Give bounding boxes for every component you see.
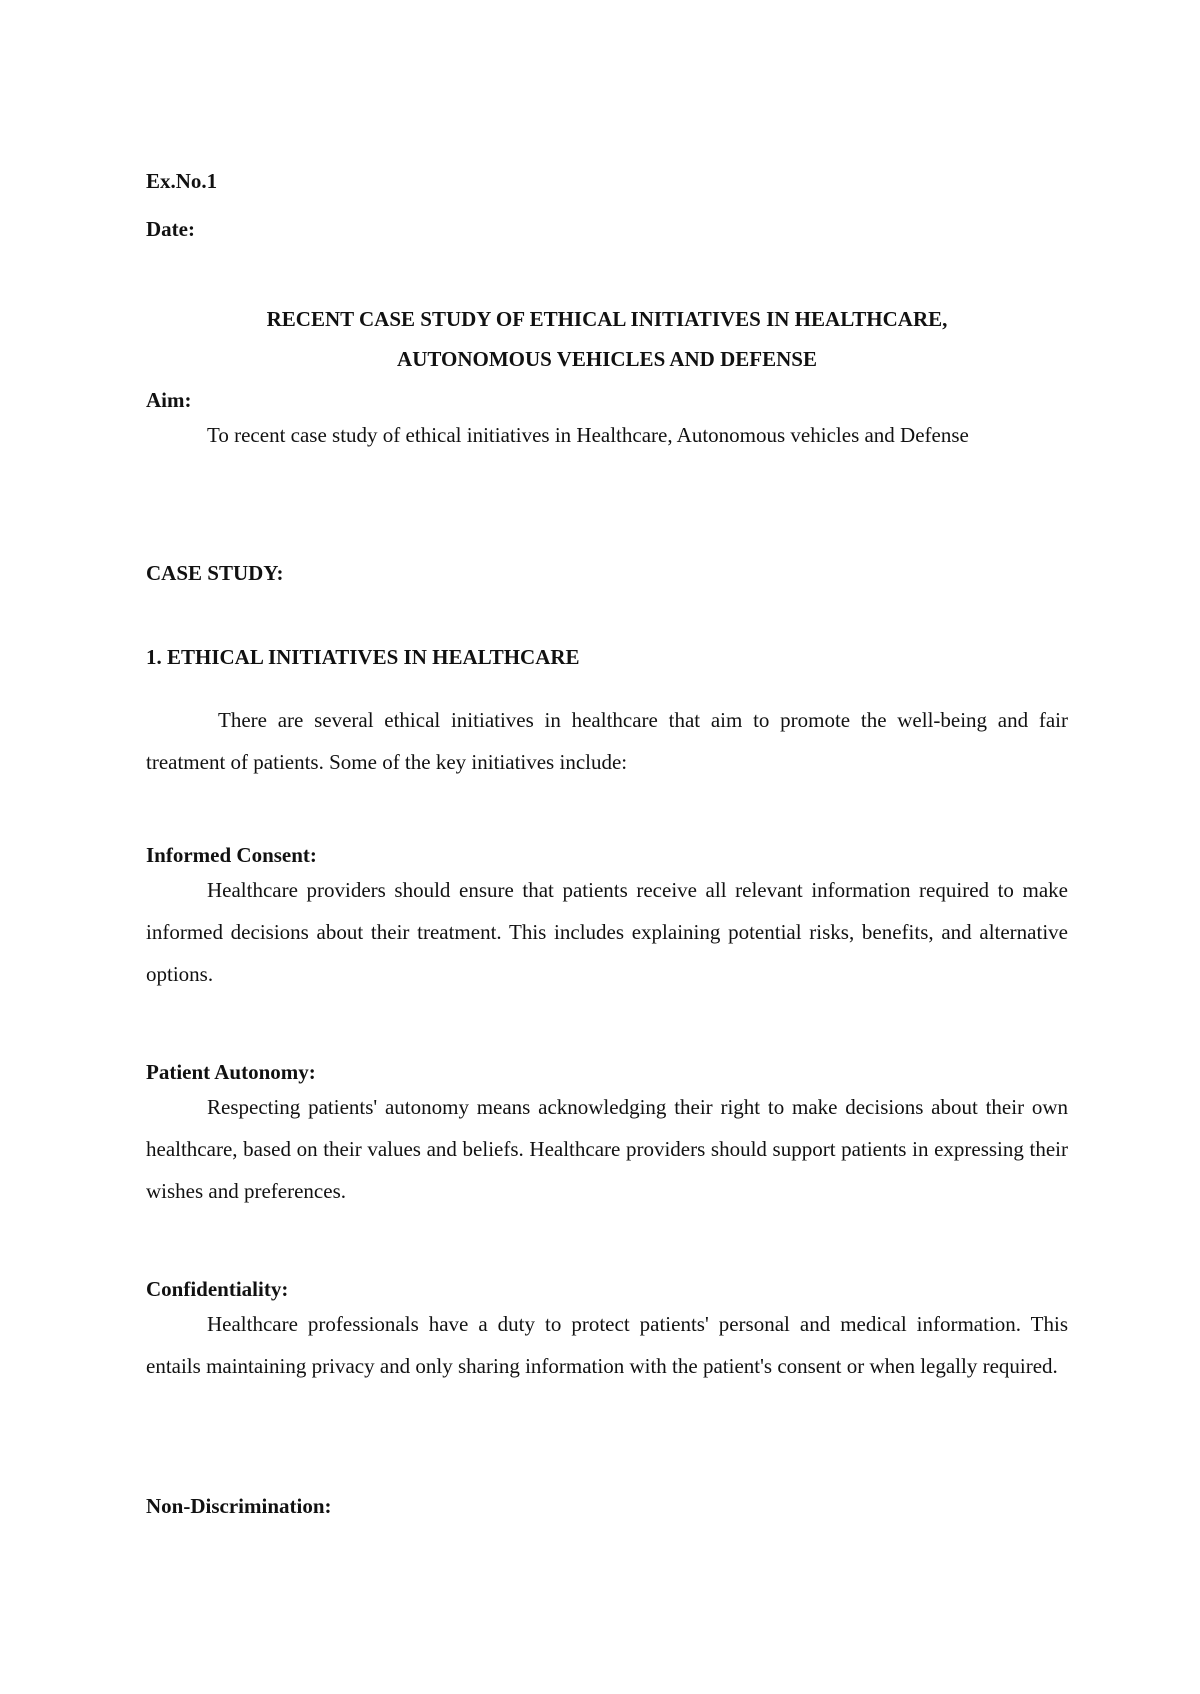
informed-consent-heading: Informed Consent:: [146, 843, 317, 867]
intro-paragraph: There are several ethical initiatives in healthcare that aim to promote the well-being and fair treatment of patients. Some of the key initiatives include:: [146, 708, 1068, 774]
confidentiality-text: Healthcare professionals have a duty to protect patients' personal and medical information. This entails maintaining privacy and only sharing information with the patient's consent or when legally required.: [146, 1312, 1068, 1378]
aim-label: Aim:: [146, 388, 192, 412]
aim-text: To recent case study of ethical initiatives in Healthcare, Autonomous vehicles and Defense: [207, 423, 969, 447]
informed-consent-text: Healthcare providers should ensure that patients receive all relevant information required to make informed decisions about their treatment. This includes explaining potential risks, benefits, and alternative options.: [146, 878, 1068, 986]
exercise-number: Ex.No.1: [146, 169, 218, 193]
non-discrimination-heading: Non-Discrimination:: [146, 1494, 332, 1518]
document-title-line-2: AUTONOMOUS VEHICLES AND DEFENSE: [397, 347, 817, 371]
date-label: Date:: [146, 217, 195, 241]
case-study-label: CASE STUDY:: [146, 561, 284, 585]
confidentiality-heading: Confidentiality:: [146, 1277, 289, 1301]
patient-autonomy-heading: Patient Autonomy:: [146, 1060, 316, 1084]
section-heading: 1. ETHICAL INITIATIVES IN HEALTHCARE: [146, 645, 580, 669]
patient-autonomy-text: Respecting patients' autonomy means acknowledging their right to make decisions about their own healthcare, based on their values and beliefs. Healthcare providers should support patients in expressing their wishes and preferences.: [146, 1095, 1068, 1203]
document-title-line-1: RECENT CASE STUDY OF ETHICAL INITIATIVES IN HEALTHCARE,: [266, 307, 948, 331]
